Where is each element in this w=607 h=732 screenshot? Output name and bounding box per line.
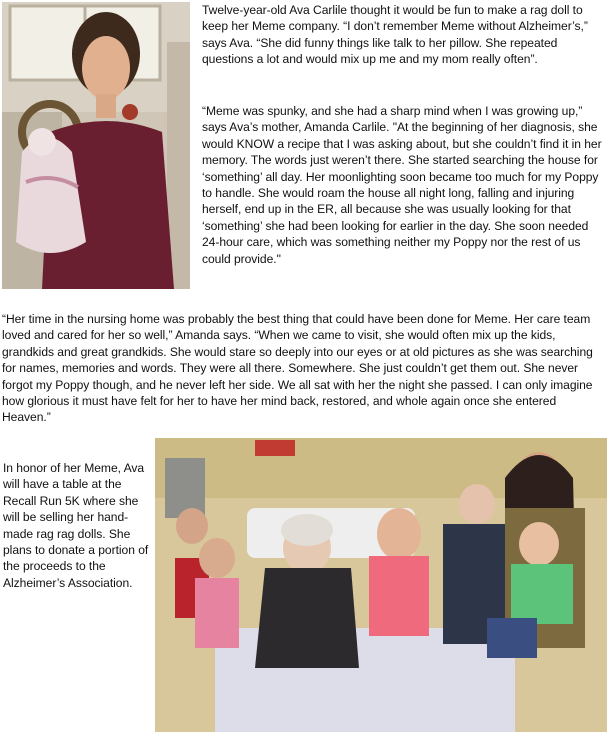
article-paragraph-1: Twelve-year-old Ava Carlile thought it would be fun to make a rag doll to keep her Meme company. “I don’t remember Meme without Alzheimer’s,” says Ava. “She did funny things like talk to her pillow. She repeated questions a lot and would mix up me and my mom really often”. [202, 3, 588, 67]
ava-portrait-photo [2, 2, 190, 289]
family-hospital-photo [155, 438, 607, 732]
article-paragraph-4: In honor of her Meme, Ava will have a table at the Recall Run 5K where she will be selling her hand-made rag rag dolls. She plans to donate a portion of the proceeds to the Alzheimer’s Association. [3, 461, 149, 590]
article-paragraph-3: “Her time in the nursing home was probably the best thing that could have been done for Meme. Her care team loved and cared for her so well,” Amanda says. “When we came to visit, she would often mix up the kids, grandkids and great grandkids. She would stare so deeply into our eyes or at old pictures as she was searching for names, memories and words. They were all there. Somewhere. She just couldn’t get them out. She never forgot my Poppy though, and he never left her side. We all sat with her the night she passed. I can only imagine how glorious it must have felt for her to have her mind back, restored, and whole again once she entered Heaven.” [2, 312, 593, 425]
article-paragraph-2: “Meme was spunky, and she had a sharp mind when I was growing up,” says Ava’s mother, Amanda Carlile. "At the beginning of her diagnosis, she would KNOW a recipe that I was asking about, but she couldn’t find it in her memory. The words just weren’t there. She started searching the house for ‘something’ all day. Her moonlighting soon became too much for my Poppy to handle. She would roam the house all night long, falling and injuring herself, end up in the ER, all because she was usually looking for that ‘something’ she had been looking for earlier in the day. She soon needed 24-hour care, which was something neither my Poppy nor the rest of us could provide." [202, 104, 602, 266]
